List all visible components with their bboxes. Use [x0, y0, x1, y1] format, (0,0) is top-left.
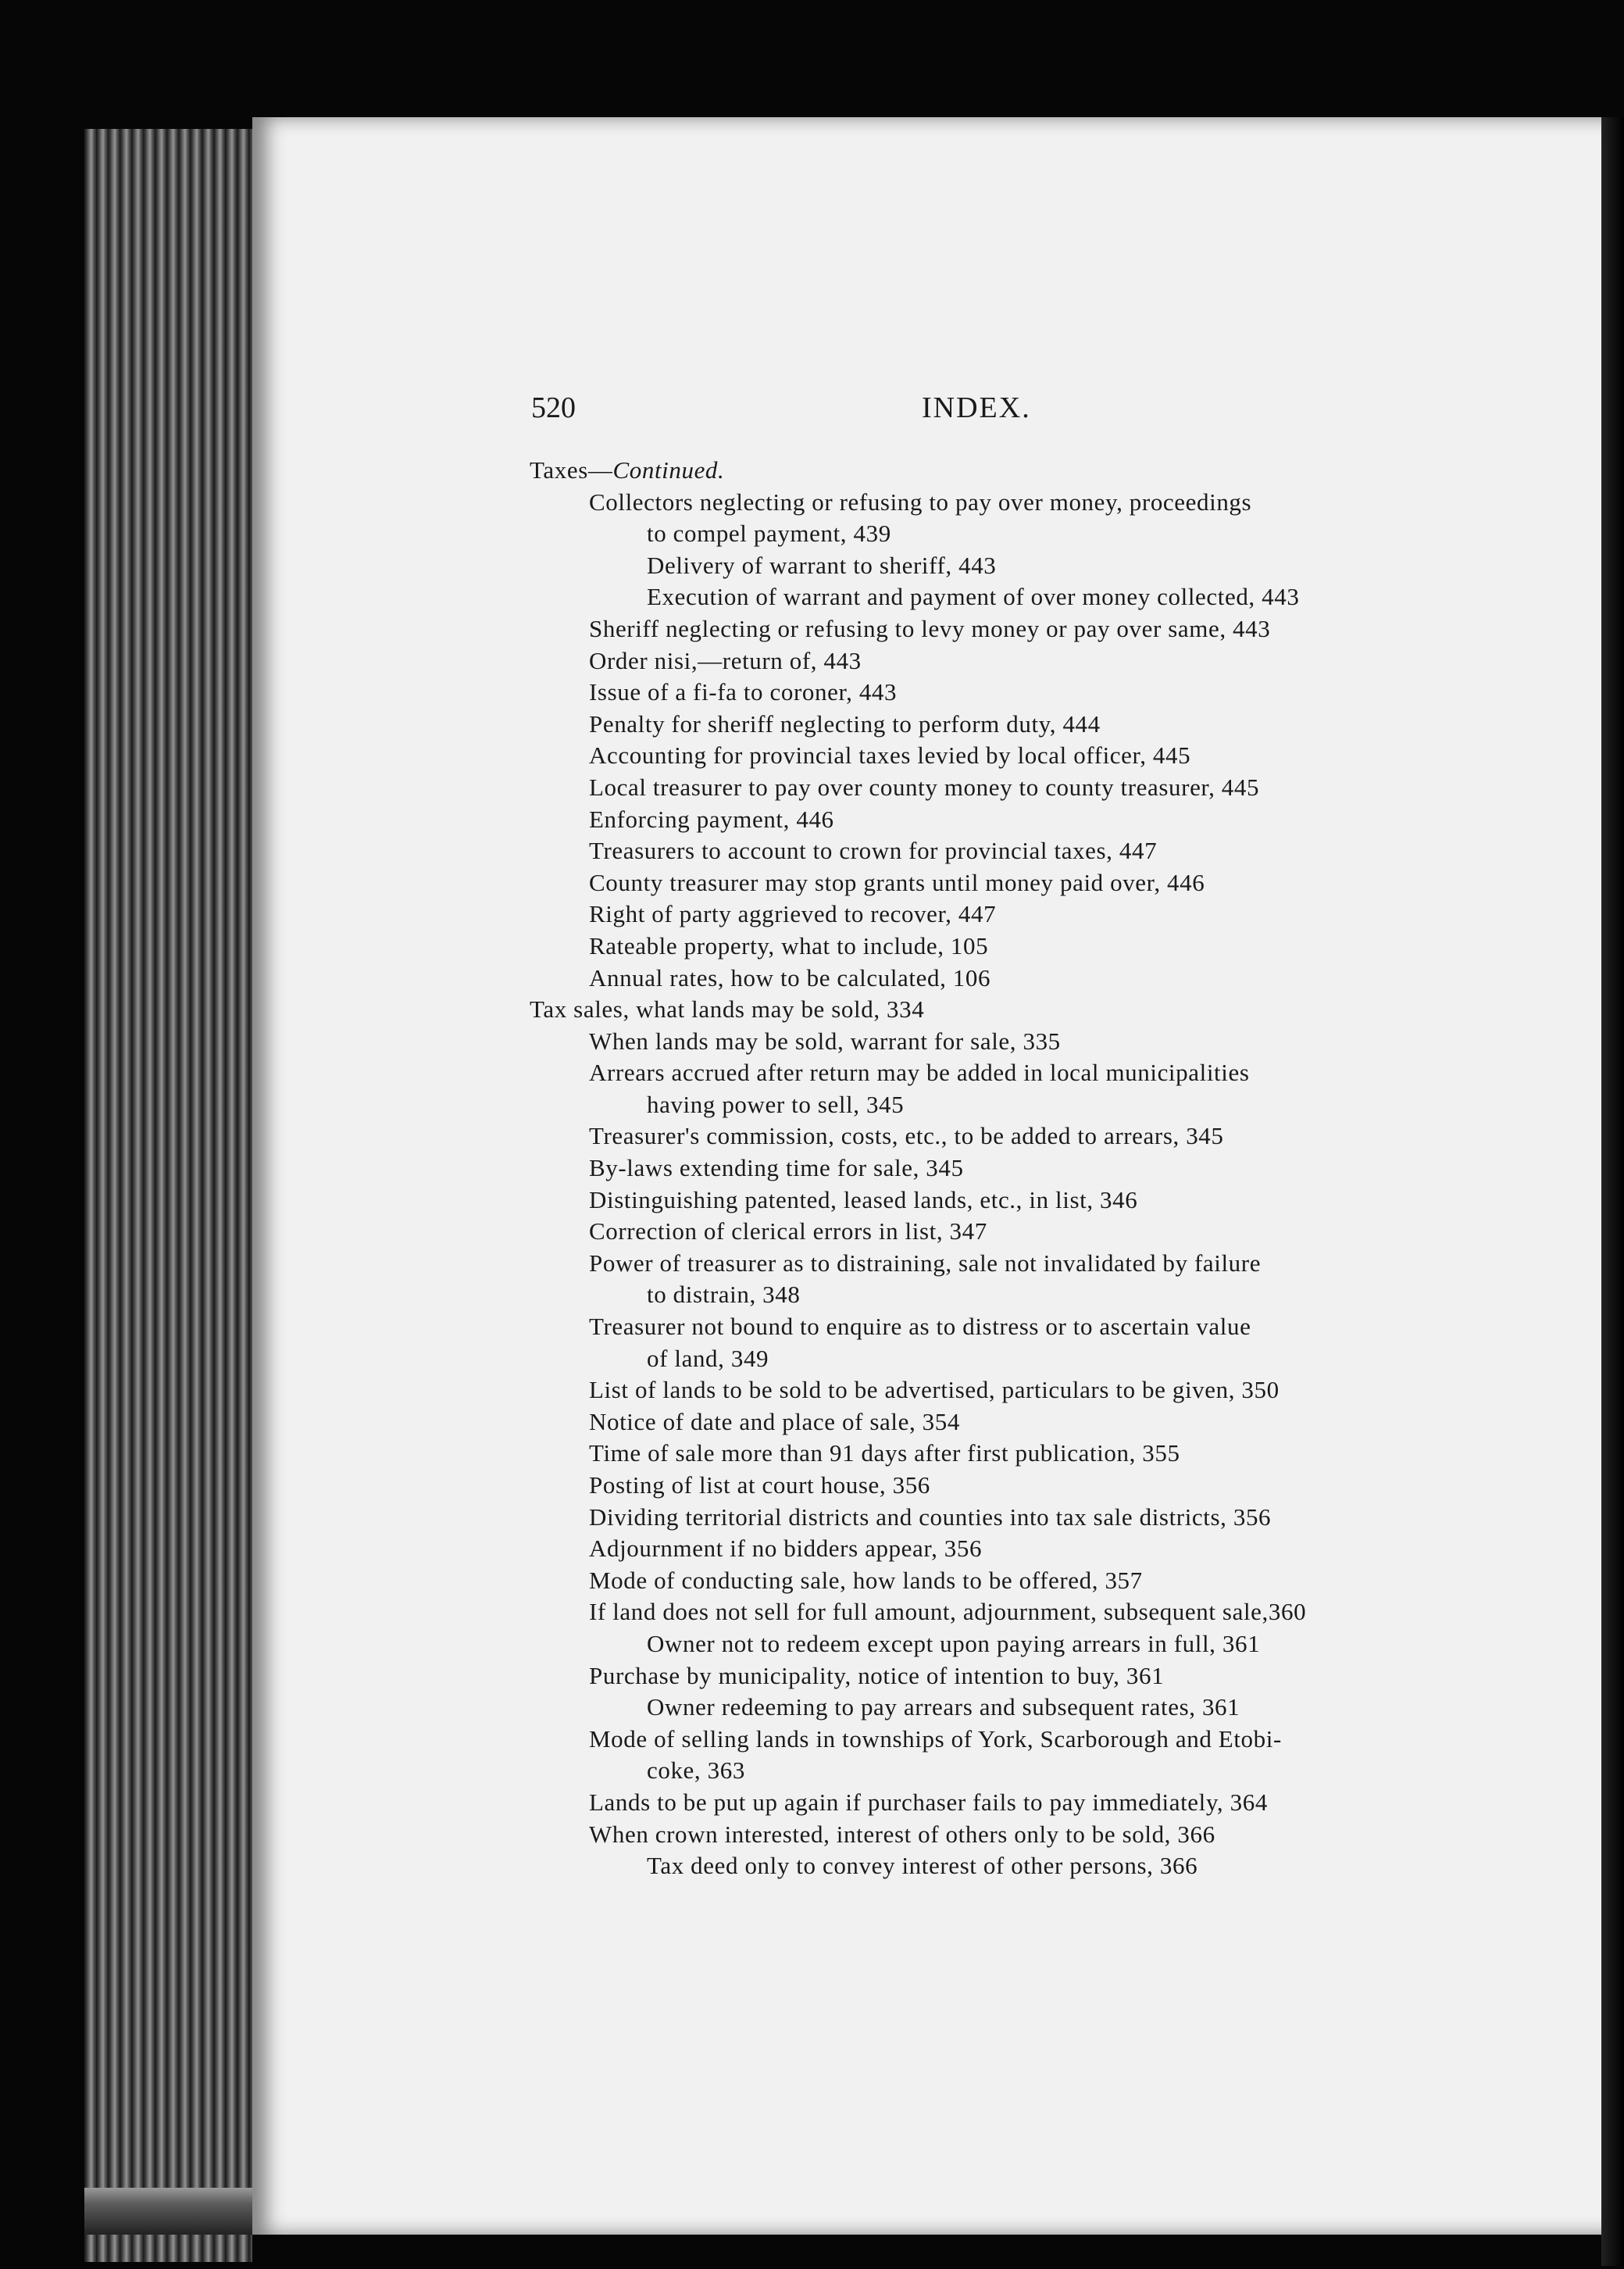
index-entry: [530, 487, 1459, 519]
index-entry: [530, 581, 1459, 613]
index-entry-text: Lands to be put up again if purchaser fails to pay immediately, 364: [589, 1788, 1268, 1816]
index-entry: [530, 1850, 1459, 1882]
index-entry-text: to distrain, 348: [647, 1281, 801, 1309]
index-entry: [530, 1724, 1459, 1756]
index-heading-term: Taxes—: [530, 456, 613, 484]
index-entry-text: of land, 349: [647, 1344, 769, 1372]
index-entry-text: Accounting for provincial taxes levied by local officer, 445: [589, 741, 1191, 770]
index-entry: [530, 1248, 1459, 1280]
book-page-edges: [84, 129, 252, 2262]
index-entry-text: Mode of selling lands in townships of York, Scarborough and Etobi-: [589, 1724, 1282, 1753]
index-entry: [530, 518, 1459, 550]
index-entry: [530, 1596, 1459, 1628]
index-entry-text: Distinguishing patented, leased lands, etc., in list, 346: [589, 1185, 1138, 1213]
index-entry: [530, 1628, 1459, 1660]
index-entry-text: Local treasurer to pay over county money to county treasurer, 445: [589, 773, 1260, 801]
index-entry: [530, 1755, 1459, 1787]
index-entry: [530, 1216, 1459, 1248]
index-entry-text: Power of treasurer as to distraining, sale not invalidated by failure: [589, 1249, 1262, 1277]
index-entry: [530, 1089, 1459, 1121]
index-entry-text: Execution of warrant and payment of over money collected, 443: [647, 583, 1300, 611]
index-entry-text: Enforcing payment, 446: [589, 805, 834, 833]
index-entry-text: Notice of date and place of sale, 354: [589, 1407, 960, 1435]
index-entry: [530, 677, 1459, 709]
index-entry-text: Penalty for sheriff neglecting to perform duty, 444: [589, 709, 1101, 738]
index-entry: [530, 1343, 1459, 1375]
index-entry-text: Order nisi,—return of, 443: [589, 646, 862, 674]
index-entry-list: [530, 455, 1459, 1882]
index-entry-text: When lands may be sold, warrant for sale, 335: [589, 1027, 1061, 1055]
index-entry-text: List of lands to be sold to be advertised, particulars to be given, 350: [589, 1376, 1280, 1404]
index-entry: [530, 1533, 1459, 1565]
index-entry: [530, 1311, 1459, 1343]
index-entry: [530, 963, 1459, 995]
index-entry: [530, 1374, 1459, 1406]
index-entry-text: Right of party aggrieved to recover, 447: [589, 900, 997, 928]
index-entry: [530, 1152, 1459, 1185]
index-entry: [530, 931, 1459, 963]
index-entry: [530, 550, 1459, 582]
index-entry: [530, 1470, 1459, 1502]
index-entry-text: Arrears accrued after return may be added in local municipalities: [589, 1059, 1250, 1087]
index-entry: [530, 835, 1459, 867]
index-entry-text: Owner not to redeem except upon paying arrears in full, 361: [647, 1629, 1261, 1657]
index-entry: [530, 1279, 1459, 1311]
index-entry-text: By-laws extending time for sale, 345: [589, 1154, 964, 1182]
index-entry: [530, 1438, 1459, 1470]
index-heading: [530, 455, 1459, 487]
index-entry-text: Delivery of warrant to sheriff, 443: [647, 551, 997, 579]
index-entry-text: Treasurer not bound to enquire as to distress or to ascertain value: [589, 1313, 1251, 1341]
index-entry-text: Posting of list at court house, 356: [589, 1471, 930, 1499]
index-entry: [530, 804, 1459, 836]
index-entry: [530, 1185, 1459, 1217]
index-entry: [530, 1057, 1459, 1089]
index-entry: [530, 613, 1459, 645]
index-entry-text: Collectors neglecting or refusing to pay over money, proceedings: [589, 488, 1252, 516]
index-entry: [530, 1502, 1459, 1534]
index-entry: [530, 1120, 1459, 1152]
index-entry-text: Correction of clerical errors in list, 347: [589, 1217, 987, 1245]
continued-label: Continued.: [612, 456, 725, 484]
index-heading: [530, 994, 1459, 1026]
index-entry: [530, 899, 1459, 931]
index-entry-text: coke, 363: [647, 1756, 745, 1785]
index-entry-text: Annual rates, how to be calculated, 106: [589, 963, 991, 992]
index-entry: [530, 740, 1459, 772]
index-entry-text: Time of sale more than 91 days after first publication, 355: [589, 1439, 1180, 1467]
index-entry-text: When crown interested, interest of others only to be sold, 366: [589, 1820, 1215, 1848]
running-title: INDEX.: [922, 391, 1031, 424]
index-entry: [530, 1565, 1459, 1597]
index-entry: [530, 709, 1459, 741]
index-entry: [530, 772, 1459, 804]
book-right-edge: [1601, 117, 1624, 2266]
index-entry-text: Tax deed only to convey interest of other persons, 366: [647, 1852, 1198, 1880]
index-entry: [530, 1406, 1459, 1438]
index-entry: [530, 1026, 1459, 1058]
index-entry-text: Treasurers to account to crown for provincial taxes, 447: [589, 837, 1158, 865]
index-entry: [530, 1660, 1459, 1692]
index-entry-text: having power to sell, 345: [647, 1090, 905, 1118]
page-number: 520: [531, 391, 576, 424]
index-entry-text: County treasurer may stop grants until money paid over, 446: [589, 868, 1205, 896]
index-entry-text: Mode of conducting sale, how lands to be offered, 357: [589, 1566, 1143, 1594]
index-entry-text: Treasurer's commission, costs, etc., to be added to arrears, 345: [589, 1122, 1224, 1150]
index-entry: [530, 1787, 1459, 1819]
index-entry-text: Tax sales, what lands may be sold, 334: [530, 995, 925, 1024]
index-entry: [530, 867, 1459, 899]
index-entry-text: If land does not sell for full amount, adjournment, subsequent sale,360: [589, 1598, 1307, 1626]
index-entry-text: Issue of a fi-fa to coroner, 443: [589, 678, 898, 706]
index-entry-text: Rateable property, what to include, 105: [589, 931, 989, 959]
index-entry: [530, 1692, 1459, 1724]
index-entry-text: Adjournment if no bidders appear, 356: [589, 1535, 983, 1563]
index-entry-text: Owner redeeming to pay arrears and subsequent rates, 361: [647, 1693, 1240, 1721]
index-entry-text: Sheriff neglecting or refusing to levy money or pay over same, 443: [589, 614, 1271, 642]
index-entry: [530, 1819, 1459, 1851]
index-entry-text: Dividing territorial districts and counties into tax sale districts, 356: [589, 1503, 1272, 1531]
index-entry-text: to compel payment, 439: [647, 520, 891, 548]
index-entry: [530, 645, 1459, 677]
index-entry-text: Purchase by municipality, notice of intention to buy, 361: [589, 1661, 1165, 1689]
